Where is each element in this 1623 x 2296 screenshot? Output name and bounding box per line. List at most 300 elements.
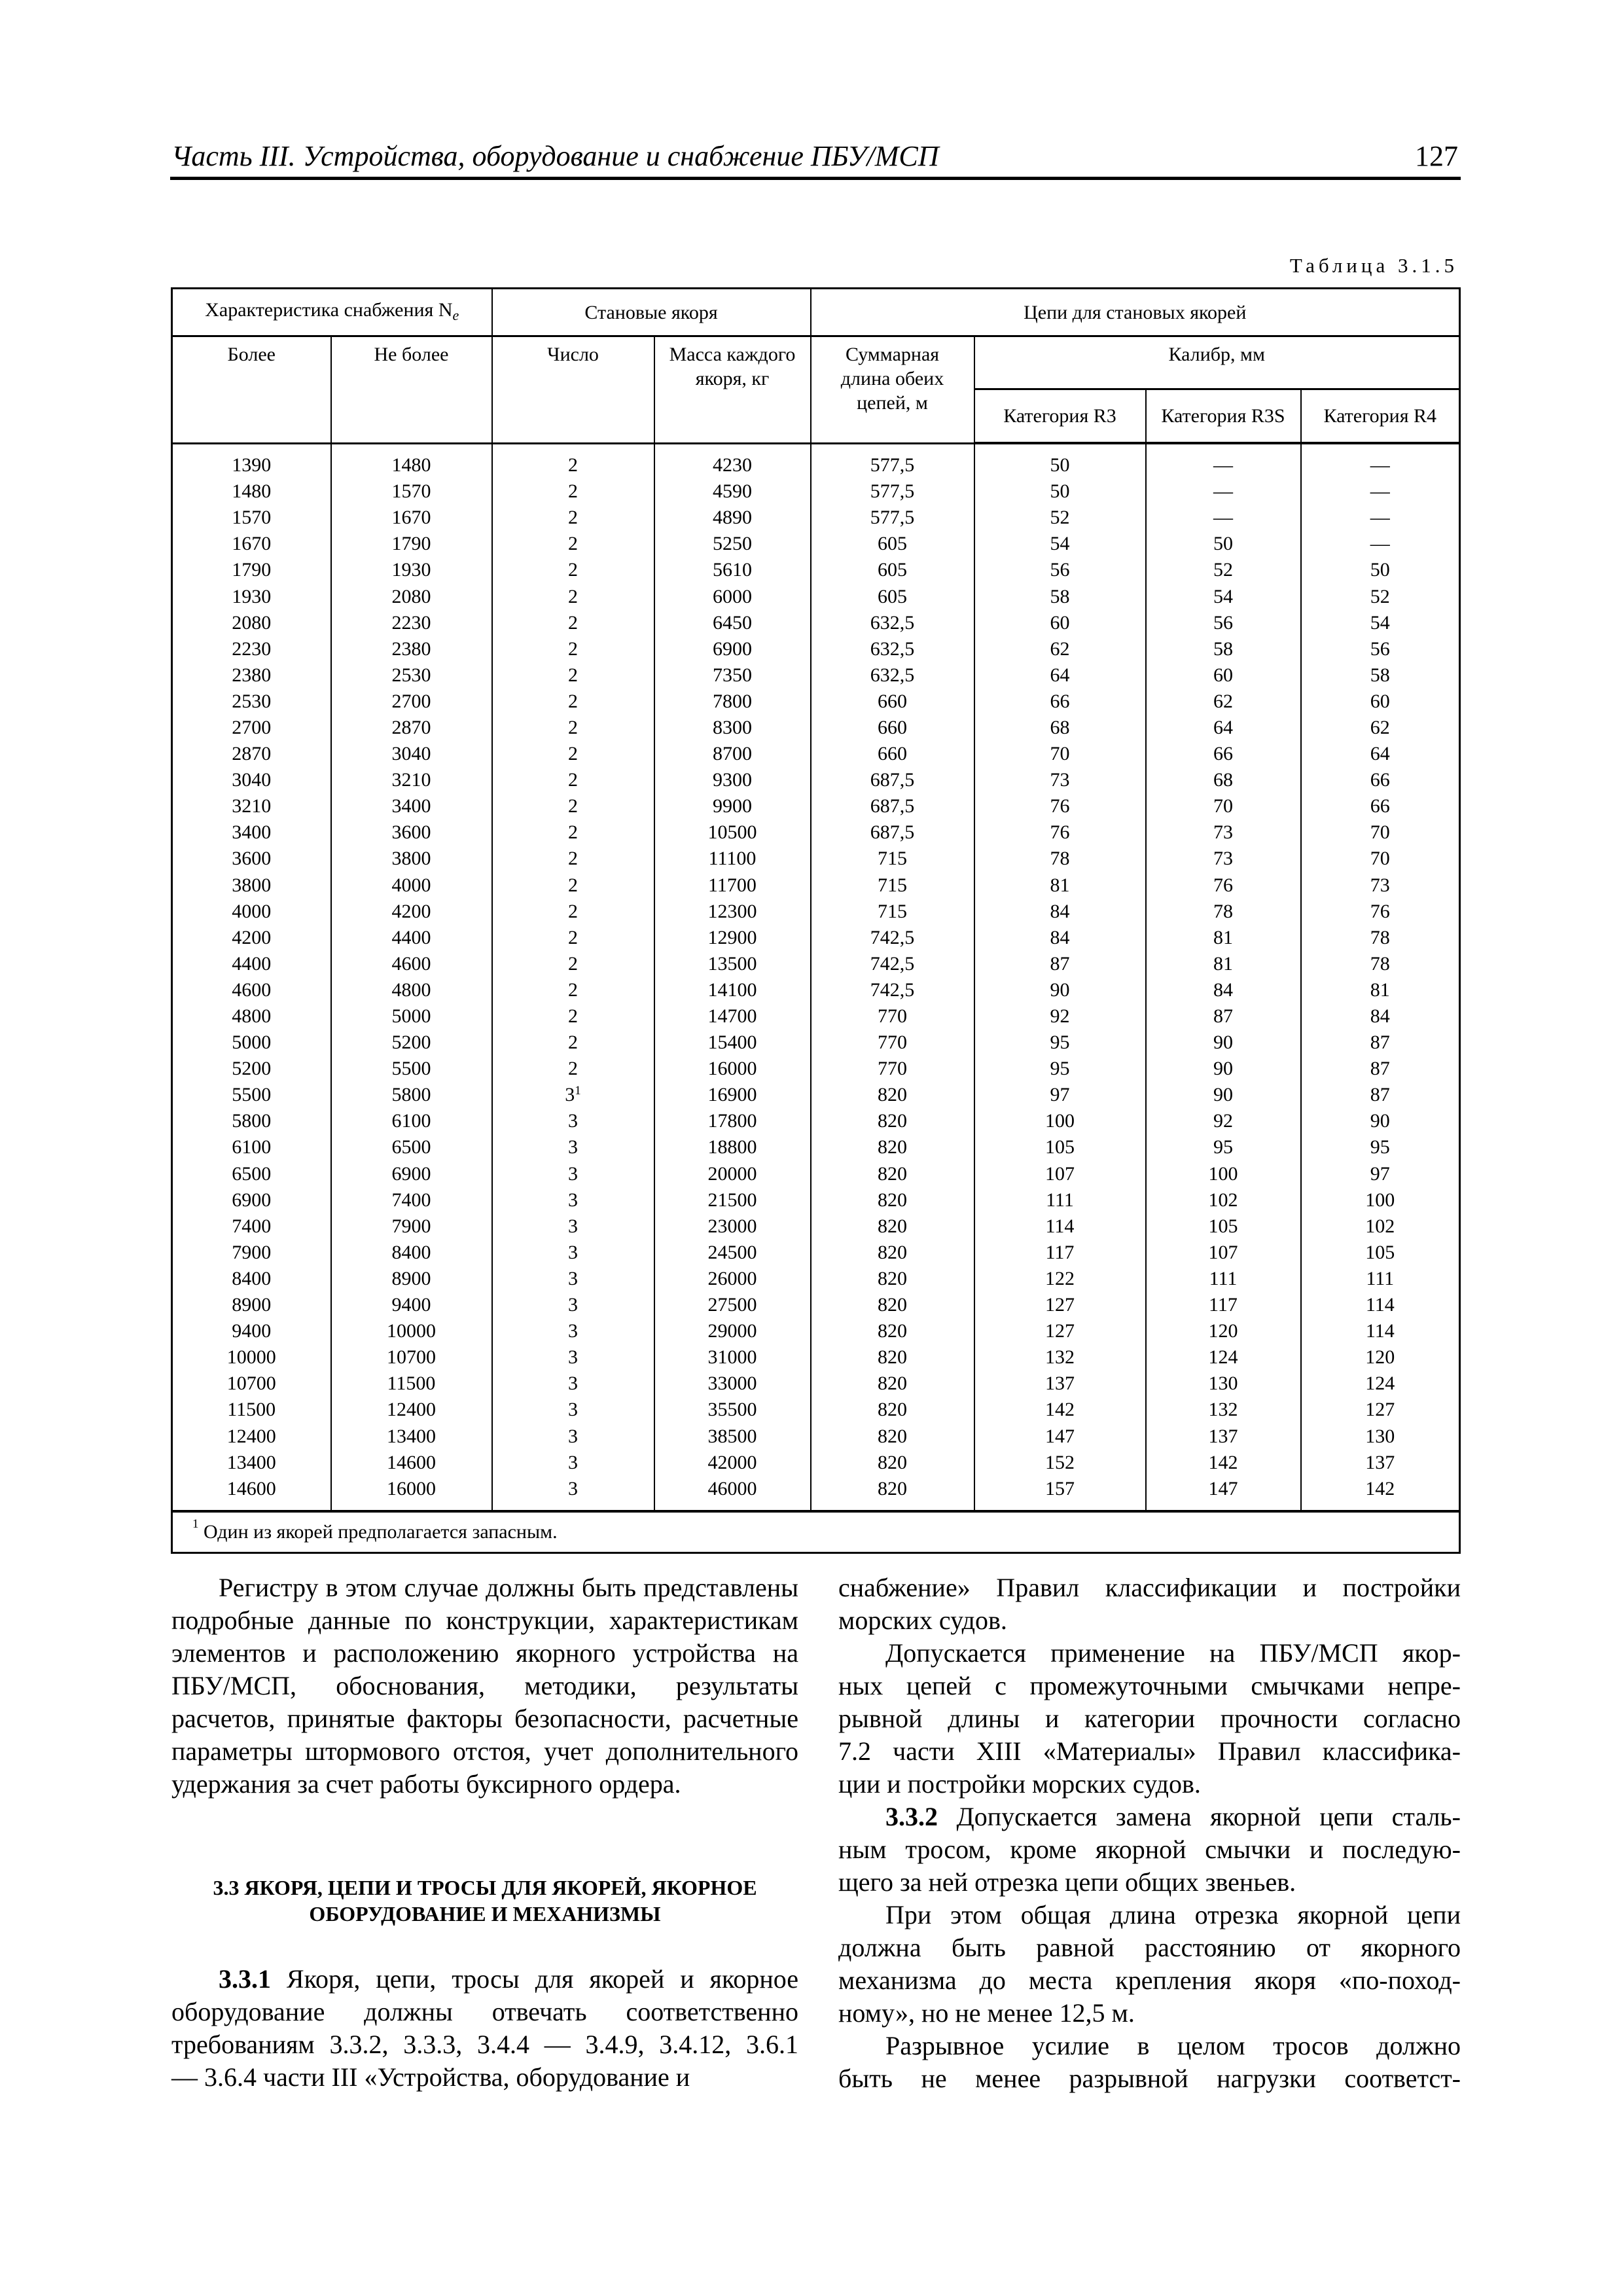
line-text: ПБУ/МСП, обоснования, методики, результаты: [171, 1671, 798, 1700]
cell-value: 14600: [387, 1451, 436, 1473]
cell-value: 11100: [708, 848, 757, 870]
cell-value: 1480: [391, 454, 431, 476]
table-cell: [1146, 1450, 1301, 1476]
cell-value: 95: [1050, 1031, 1070, 1054]
table-cell: [811, 505, 974, 531]
cell-value: 770: [878, 1031, 907, 1054]
table-cell: [1146, 715, 1301, 741]
cell-value: 21500: [707, 1189, 757, 1211]
table-cell: [1301, 715, 1460, 741]
cell-value: 2: [568, 1005, 578, 1028]
cell-value: 132: [1208, 1399, 1238, 1421]
table-cell: [492, 636, 654, 662]
cell-value: 3: [568, 1189, 578, 1211]
table-cell: [654, 1082, 811, 1108]
cell-value: 820: [878, 1399, 907, 1421]
cell-value: 90: [1370, 1110, 1390, 1132]
line-text: должна быть равной расстоянию от якорного: [838, 1933, 1461, 1962]
cell-value: 8400: [391, 1241, 431, 1263]
table-cell: [492, 1476, 654, 1502]
cell-value: 52: [1213, 559, 1233, 581]
table-row: [172, 793, 1460, 819]
cell-value: 2: [568, 533, 578, 555]
table-cell: [331, 767, 492, 793]
table-cell: [331, 452, 492, 478]
table-cell: [1301, 1213, 1460, 1240]
table-cell: [1146, 1161, 1301, 1187]
line-text: Допускается применение на ПБУ/МСП якор-: [885, 1638, 1461, 1668]
table-cell: [331, 1161, 492, 1187]
cell-value: 152: [1045, 1451, 1075, 1473]
cell-value: 632,5: [870, 611, 915, 634]
table-cell: [492, 872, 654, 899]
cell-value: 62: [1370, 716, 1390, 738]
table-cell: [1301, 1344, 1460, 1371]
table-cell: [654, 1056, 811, 1082]
table-cell: [1301, 846, 1460, 872]
table-row: [172, 846, 1460, 872]
table-cell: [172, 741, 331, 767]
table-cell: [492, 741, 654, 767]
table-row: [172, 1371, 1460, 1397]
cell-value: 50: [1050, 454, 1070, 476]
table-cell: [1146, 1266, 1301, 1292]
cell-value: 3: [568, 1399, 578, 1421]
cell-value: 820: [878, 1320, 907, 1342]
cell-value: 58: [1050, 585, 1070, 607]
table-cell: [1301, 1476, 1460, 1502]
table-cell: [654, 793, 811, 819]
table-cell: [811, 636, 974, 662]
spacer-cell: [974, 1502, 1146, 1511]
cell-value: 87: [1050, 952, 1070, 975]
cell-value: 107: [1045, 1162, 1075, 1185]
cell-value: 820: [878, 1425, 907, 1447]
cell-value: 14700: [707, 1005, 757, 1028]
cell-value: 715: [878, 848, 907, 870]
cell-value: 5610: [713, 559, 752, 581]
table-cell: [1301, 899, 1460, 925]
table-cell: [1301, 1292, 1460, 1318]
table-row: [172, 1134, 1460, 1160]
table-cell: [172, 1134, 331, 1160]
cell-value: 2: [568, 848, 578, 870]
table-cell: [492, 689, 654, 715]
cell-value: 76: [1050, 795, 1070, 817]
cell-value: 111: [1209, 1267, 1238, 1289]
cell-value: 2380: [391, 637, 431, 660]
table-row: [172, 925, 1460, 951]
table-cell: [1301, 1240, 1460, 1266]
cell-value: 3: [568, 1346, 578, 1369]
table-cell: [974, 1292, 1146, 1318]
table-cell: [492, 715, 654, 741]
table-cell: [1301, 872, 1460, 899]
cell-value: 60: [1213, 664, 1233, 686]
cell-value: 5800: [391, 1084, 431, 1106]
line-text: — 3.6.4 части III «Устройства, оборудование и: [171, 2062, 690, 2092]
line-text: Разрывное усилие в целом тросов должно: [885, 2031, 1461, 2060]
table-row: [172, 1266, 1460, 1292]
cell-value: 12400: [387, 1399, 436, 1421]
text-line: [171, 1670, 798, 1702]
table-cell: [811, 1371, 974, 1397]
table-cell: [331, 793, 492, 819]
cell-value: 14100: [707, 978, 757, 1001]
cell-value: 2870: [391, 716, 431, 738]
cell-value: 50: [1050, 480, 1070, 503]
cell-value: 95: [1213, 1136, 1233, 1158]
table-cell: [1146, 636, 1301, 662]
table-cell: [492, 1134, 654, 1160]
cell-value: 111: [1366, 1267, 1395, 1289]
cell-value: 3: [568, 1425, 578, 1447]
cell-value: 577,5: [870, 480, 915, 503]
cell-value: —: [1213, 480, 1233, 503]
table-row: [172, 1423, 1460, 1449]
cell-value: 3040: [391, 743, 431, 765]
cell-value: 92: [1213, 1110, 1233, 1132]
cell-value: 52: [1050, 507, 1070, 529]
table-cell: [1146, 925, 1301, 951]
cell-value: 127: [1045, 1294, 1075, 1316]
table-cell: [172, 846, 331, 872]
table-cell: [331, 1003, 492, 1030]
table-cell: [811, 1397, 974, 1423]
table-cell: [172, 1213, 331, 1240]
cell-value: 87: [1370, 1084, 1390, 1106]
cell-value: 100: [1045, 1110, 1075, 1132]
table-cell: [331, 1292, 492, 1318]
table-row: [172, 1056, 1460, 1082]
table-cell: [654, 1318, 811, 1344]
text-line: [838, 1801, 1461, 1833]
table-cell: [974, 977, 1146, 1003]
table-cell: [1301, 1030, 1460, 1056]
cell-value: 42000: [707, 1451, 757, 1473]
table-cell: [1146, 1056, 1301, 1082]
table-row: [172, 1318, 1460, 1344]
line-text: ции и постройки морских судов.: [838, 1769, 1201, 1799]
table-cell: [1301, 505, 1460, 531]
cell-value: 1480: [232, 480, 272, 503]
table-cell: [1146, 1003, 1301, 1030]
table-cell: [172, 636, 331, 662]
cell-value: 15400: [707, 1031, 757, 1054]
cell-value: 54: [1050, 533, 1070, 555]
cell-value: 3600: [391, 821, 431, 844]
table-cell: [172, 610, 331, 636]
section-heading: [171, 1874, 798, 1927]
table-row: [172, 452, 1460, 478]
cell-value: 16000: [387, 1477, 436, 1499]
cell-value: 5500: [232, 1084, 272, 1106]
table-cell: [811, 1266, 974, 1292]
table-cell: [1146, 819, 1301, 846]
table-cell: [331, 1397, 492, 1423]
cell-value: 1790: [391, 533, 431, 555]
cell-value: 2230: [232, 637, 272, 660]
cell-value: 50: [1213, 533, 1233, 555]
table-cell: [172, 1292, 331, 1318]
table-cell: [811, 872, 974, 899]
cell-value: 31000: [707, 1346, 757, 1369]
cell-value: 2: [568, 821, 578, 844]
table-cell: [1146, 1397, 1301, 1423]
cell-value: 81: [1213, 926, 1233, 948]
table-cell: [654, 1240, 811, 1266]
table-cell: [492, 1213, 654, 1240]
header-rule: [170, 177, 1461, 180]
cell-value: 6100: [391, 1110, 431, 1132]
cell-value: —: [1213, 507, 1233, 529]
running-head: [171, 139, 1458, 175]
table-cell: [1146, 977, 1301, 1003]
cell-value: 820: [878, 1084, 907, 1106]
table-cell: [974, 846, 1146, 872]
cell-value: 46000: [707, 1477, 757, 1499]
cell-value: 1930: [232, 585, 272, 607]
cell-value: 3: [568, 1241, 578, 1263]
table-cell: [974, 1397, 1146, 1423]
cell-value: 605: [878, 533, 907, 555]
cell-value: 605: [878, 585, 907, 607]
table-cell: [1301, 741, 1460, 767]
cell-value: 5250: [713, 533, 752, 555]
table-cell: [331, 819, 492, 846]
table-cell: [811, 689, 974, 715]
cell-value: 114: [1365, 1320, 1395, 1342]
spacer-cell: [654, 443, 811, 452]
line-text: элементов и расположению якорного устройства на: [171, 1638, 798, 1668]
table-cell: [172, 662, 331, 689]
cell-value: 78: [1370, 926, 1390, 948]
cell-value: 2380: [232, 664, 272, 686]
table-cell: [331, 1187, 492, 1213]
cell-value: 2: [568, 664, 578, 686]
table-row: [172, 662, 1460, 689]
table-cell: [974, 531, 1146, 557]
header-equipment-number: [172, 289, 492, 336]
cell-value: 3: [568, 1294, 578, 1316]
table-cell: [1146, 1134, 1301, 1160]
table-cell: [331, 583, 492, 609]
cell-value: 5000: [391, 1005, 431, 1028]
cell-value: 54: [1213, 585, 1233, 607]
table-cell: [654, 1371, 811, 1397]
table-cell: [654, 1030, 811, 1056]
table-cell: [974, 1213, 1146, 1240]
cell-value: 632,5: [870, 637, 915, 660]
text-line: [838, 1899, 1461, 1931]
cell-value: 4400: [232, 952, 272, 975]
cell-value: 820: [878, 1136, 907, 1158]
cell-value: 114: [1045, 1215, 1075, 1237]
cell-value: 66: [1213, 743, 1233, 765]
table-cell: [1146, 1108, 1301, 1134]
cell-value: 5200: [391, 1031, 431, 1054]
cell-value: 23000: [707, 1215, 757, 1237]
table-cell: [974, 819, 1146, 846]
table-cell: [974, 951, 1146, 977]
cell-value: 8900: [391, 1267, 431, 1289]
cell-value: 62: [1213, 690, 1233, 712]
cell-value: 10000: [226, 1346, 276, 1369]
table-row: [172, 1187, 1460, 1213]
table-cell: [331, 741, 492, 767]
table-cell: [654, 1266, 811, 1292]
cell-value: 820: [878, 1477, 907, 1499]
cell-value: 124: [1365, 1372, 1395, 1395]
cell-value: 9300: [713, 769, 752, 791]
text-line: [838, 1866, 1461, 1899]
cell-value: 2: [568, 637, 578, 660]
table-cell: [974, 1003, 1146, 1030]
table-cell: [172, 819, 331, 846]
cell-value: 4000: [232, 900, 272, 922]
cell-value: 58: [1370, 664, 1390, 686]
running-head-title: Часть III. Устройства, оборудование и снабжение ПБУ/МСП: [171, 140, 939, 172]
cell-value: 9400: [232, 1320, 272, 1342]
table-cell: [654, 583, 811, 609]
spacer-cell: [331, 443, 492, 452]
table-cell: [492, 819, 654, 846]
table-cell: [492, 1344, 654, 1371]
page-number: 127: [1415, 140, 1458, 172]
table-cell: [654, 478, 811, 505]
cell-value: 120: [1365, 1346, 1395, 1369]
cell-value: 5000: [232, 1031, 272, 1054]
cell-value: 142: [1208, 1451, 1238, 1473]
cell-value: 6900: [391, 1162, 431, 1185]
text-line: [171, 1604, 798, 1637]
table-cell: [1301, 1003, 1460, 1030]
table-cell: [1146, 846, 1301, 872]
cell-value: 3800: [391, 848, 431, 870]
cell-value: 16900: [707, 1084, 757, 1106]
cell-value: 73: [1213, 821, 1233, 844]
cell-value: 2: [568, 743, 578, 765]
table-cell: [172, 1082, 331, 1108]
table-cell: [654, 689, 811, 715]
cell-value: 12300: [707, 900, 757, 922]
cell-value: 70: [1370, 821, 1390, 844]
table-cell: [811, 793, 974, 819]
table-cell: [172, 452, 331, 478]
text-line: [838, 1735, 1461, 1768]
table-cell: [1146, 662, 1301, 689]
table-cell: [974, 1056, 1146, 1082]
cell-value: 84: [1050, 926, 1070, 948]
table-cell: [1146, 1292, 1301, 1318]
table-cell: [974, 662, 1146, 689]
cell-value: 10000: [387, 1320, 436, 1342]
spacer-cell: [811, 443, 974, 452]
table-cell: [172, 1266, 331, 1292]
cell-value: 87: [1213, 1005, 1233, 1028]
cell-value: 4590: [713, 480, 752, 503]
table-cell: [331, 1344, 492, 1371]
table-cell: [492, 767, 654, 793]
cell-value: 84: [1370, 1005, 1390, 1028]
spacer-cell: [1301, 443, 1460, 452]
cell-value: 5800: [232, 1110, 272, 1132]
cell-value: 54: [1370, 611, 1390, 634]
cell-value: 117: [1209, 1294, 1238, 1316]
table-cell: [1146, 1423, 1301, 1449]
cell-value: 742,5: [870, 952, 915, 975]
cell-value: 76: [1370, 900, 1390, 922]
table-cell: [654, 636, 811, 662]
table-cell: [654, 846, 811, 872]
cell-value: 147: [1208, 1477, 1238, 1499]
table-cell: [1301, 557, 1460, 583]
cell-value: 4800: [391, 978, 431, 1001]
table-cell: [1146, 610, 1301, 636]
cell-value: 3800: [232, 874, 272, 896]
table-cell: [492, 505, 654, 531]
line-text: морских судов.: [838, 1605, 1007, 1635]
cell-value: 3: [568, 1162, 578, 1185]
table-cell: [492, 925, 654, 951]
spacer-cell: [331, 1502, 492, 1511]
table-cell: [331, 872, 492, 899]
cell-value: 742,5: [870, 926, 915, 948]
line-text: ных цепей с промежуточными смычками непре-: [838, 1671, 1461, 1700]
cell-value: 820: [878, 1346, 907, 1369]
table-cell: [811, 899, 974, 925]
table-cell: [974, 1266, 1146, 1292]
table-cell: [811, 1003, 974, 1030]
header-cat-r3s: Категория R3S: [1146, 389, 1301, 444]
cell-value: 2: [568, 585, 578, 607]
table-cell: [331, 925, 492, 951]
table-cell: [1301, 1423, 1460, 1449]
table-cell: [654, 1292, 811, 1318]
cell-value: —: [1370, 533, 1390, 555]
table-cell: [1301, 1082, 1460, 1108]
table-cell: [331, 899, 492, 925]
cell-value: 2: [568, 978, 578, 1001]
table-cell: [654, 977, 811, 1003]
table-cell: [331, 636, 492, 662]
line-text: подробные данные по конструкции, характеристикам: [171, 1605, 798, 1635]
cell-value: 660: [878, 716, 907, 738]
table-cell: [331, 505, 492, 531]
table-cell: [654, 767, 811, 793]
cell-value: 81: [1213, 952, 1233, 975]
cell-value: 13400: [226, 1451, 276, 1473]
cell-value: 87: [1370, 1058, 1390, 1080]
table-cell: [492, 1371, 654, 1397]
cell-value: 2: [568, 454, 578, 476]
table-cell: [974, 1450, 1146, 1476]
cell-value: 687,5: [870, 769, 915, 791]
cell-value: 2: [568, 900, 578, 922]
text-line: [171, 1768, 798, 1801]
table-cell: [331, 1371, 492, 1397]
table-cell: [1146, 689, 1301, 715]
cell-value: 4600: [391, 952, 431, 975]
cell-value: 52: [1370, 585, 1390, 607]
spacer-cell: [974, 443, 1146, 452]
cell-value: 5200: [232, 1058, 272, 1080]
cell-value: 105: [1045, 1136, 1075, 1158]
text-line: [838, 1571, 1461, 1604]
cell-value: 6500: [232, 1162, 272, 1185]
table-cell: [172, 1397, 331, 1423]
cell-value: 24500: [707, 1241, 757, 1263]
